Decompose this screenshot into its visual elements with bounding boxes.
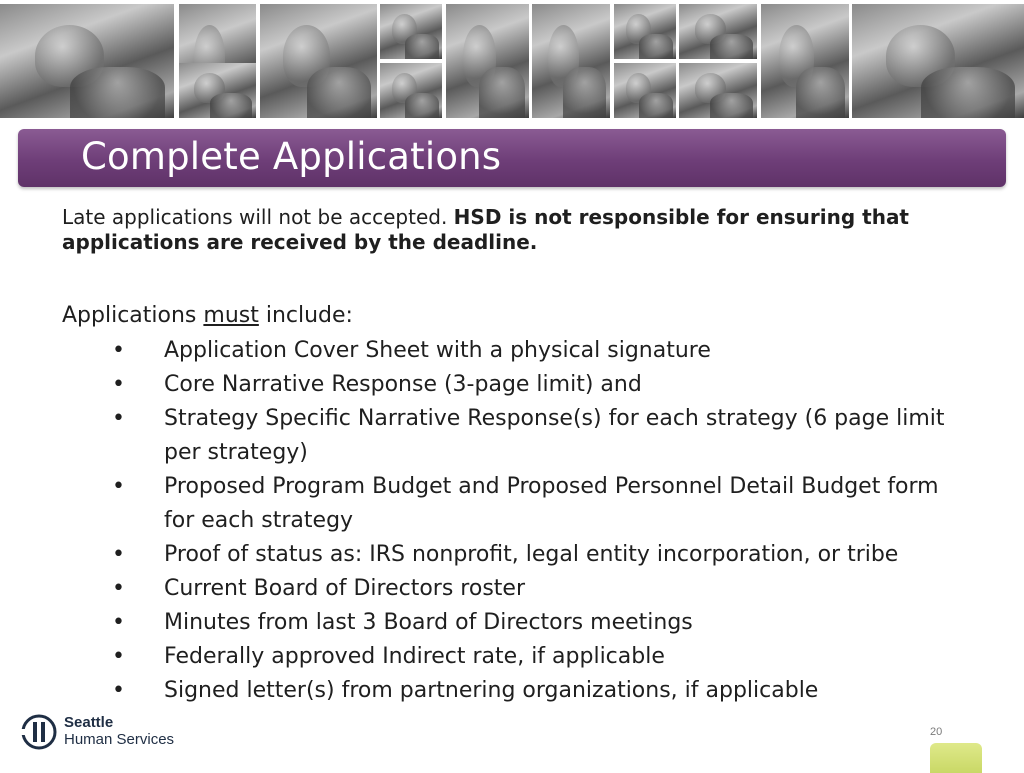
corner-accent-tab (930, 743, 982, 773)
list-item (62, 368, 954, 402)
collage-photo-meeting (679, 63, 757, 118)
list-item (62, 538, 954, 572)
intro-bold-text: HSD is not responsible for ensuring that applications are received by the deadline. (62, 205, 909, 254)
list-item-text: Signed letter(s) from partnering organizations, if applicable (164, 678, 819, 703)
seattle-seal-icon (20, 712, 58, 752)
logo-text-human-services: Human Services (64, 731, 175, 748)
collage-photo-graduation-crowd (852, 4, 1024, 118)
page-number: 20 (930, 726, 943, 738)
list-item-text: Strategy Specific Narrative Response(s) for each strategy (6 page limit per strategy) (164, 406, 945, 465)
slide-content (62, 205, 962, 708)
bullet-icon: • (112, 542, 125, 567)
intro-plain-text: Late applications will not be accepted. (62, 205, 454, 229)
collage-photo-poster-presentation (260, 4, 377, 118)
bullet-icon: • (112, 678, 125, 703)
bullet-icon: • (112, 406, 125, 431)
seattle-human-services-logo (20, 712, 190, 754)
collage-photo-family (0, 4, 174, 118)
list-item-text: Proof of status as: IRS nonprofit, legal entity incorporation, or tribe (164, 542, 899, 567)
list-item (62, 606, 954, 640)
list-item-text: Core Narrative Response (3-page limit) and (164, 372, 642, 397)
list-item-text: Federally approved Indirect rate, if applicable (164, 644, 665, 669)
collage-photo-kids-reading (380, 4, 442, 59)
lead-before: Applications (62, 303, 204, 328)
collage-photo-seniors (614, 4, 676, 59)
bullet-icon: • (112, 644, 125, 669)
lead-underlined: must (203, 303, 259, 328)
list-item (62, 640, 954, 674)
collage-photo-worker (679, 4, 757, 59)
list-item (62, 572, 954, 606)
collage-photo-children-table (179, 63, 256, 118)
collage-photo-pantry-shelves (761, 4, 849, 118)
bullet-icon: • (112, 610, 125, 635)
bullet-icon: • (112, 338, 125, 363)
list-item (62, 334, 954, 368)
list-item (62, 470, 954, 538)
logo-text-seattle: Seattle (64, 714, 114, 731)
title-banner (18, 129, 1006, 187)
requirements-lead (62, 302, 962, 330)
list-item-text: Current Board of Directors roster (164, 576, 525, 601)
slide-title: Complete Applications (81, 135, 502, 178)
collage-photo-couple (614, 63, 676, 118)
bullet-icon: • (112, 474, 125, 499)
list-item-text: Minutes from last 3 Board of Directors meetings (164, 610, 693, 635)
bullet-icon: • (112, 372, 125, 397)
list-item-text: Proposed Program Budget and Proposed Personnel Detail Budget form for each strategy (164, 474, 939, 533)
intro-paragraph (62, 205, 962, 255)
collage-photo-women-activity (446, 4, 529, 118)
list-item-text: Application Cover Sheet with a physical signature (164, 338, 711, 363)
list-item (62, 402, 954, 470)
bullet-icon: • (112, 576, 125, 601)
requirements-list (62, 334, 962, 708)
collage-photo-group-meal (532, 4, 610, 118)
list-item (62, 674, 954, 708)
collage-photo-girl-portrait (380, 63, 442, 118)
photo-collage-header (0, 0, 1024, 120)
lead-after: include: (258, 303, 353, 328)
